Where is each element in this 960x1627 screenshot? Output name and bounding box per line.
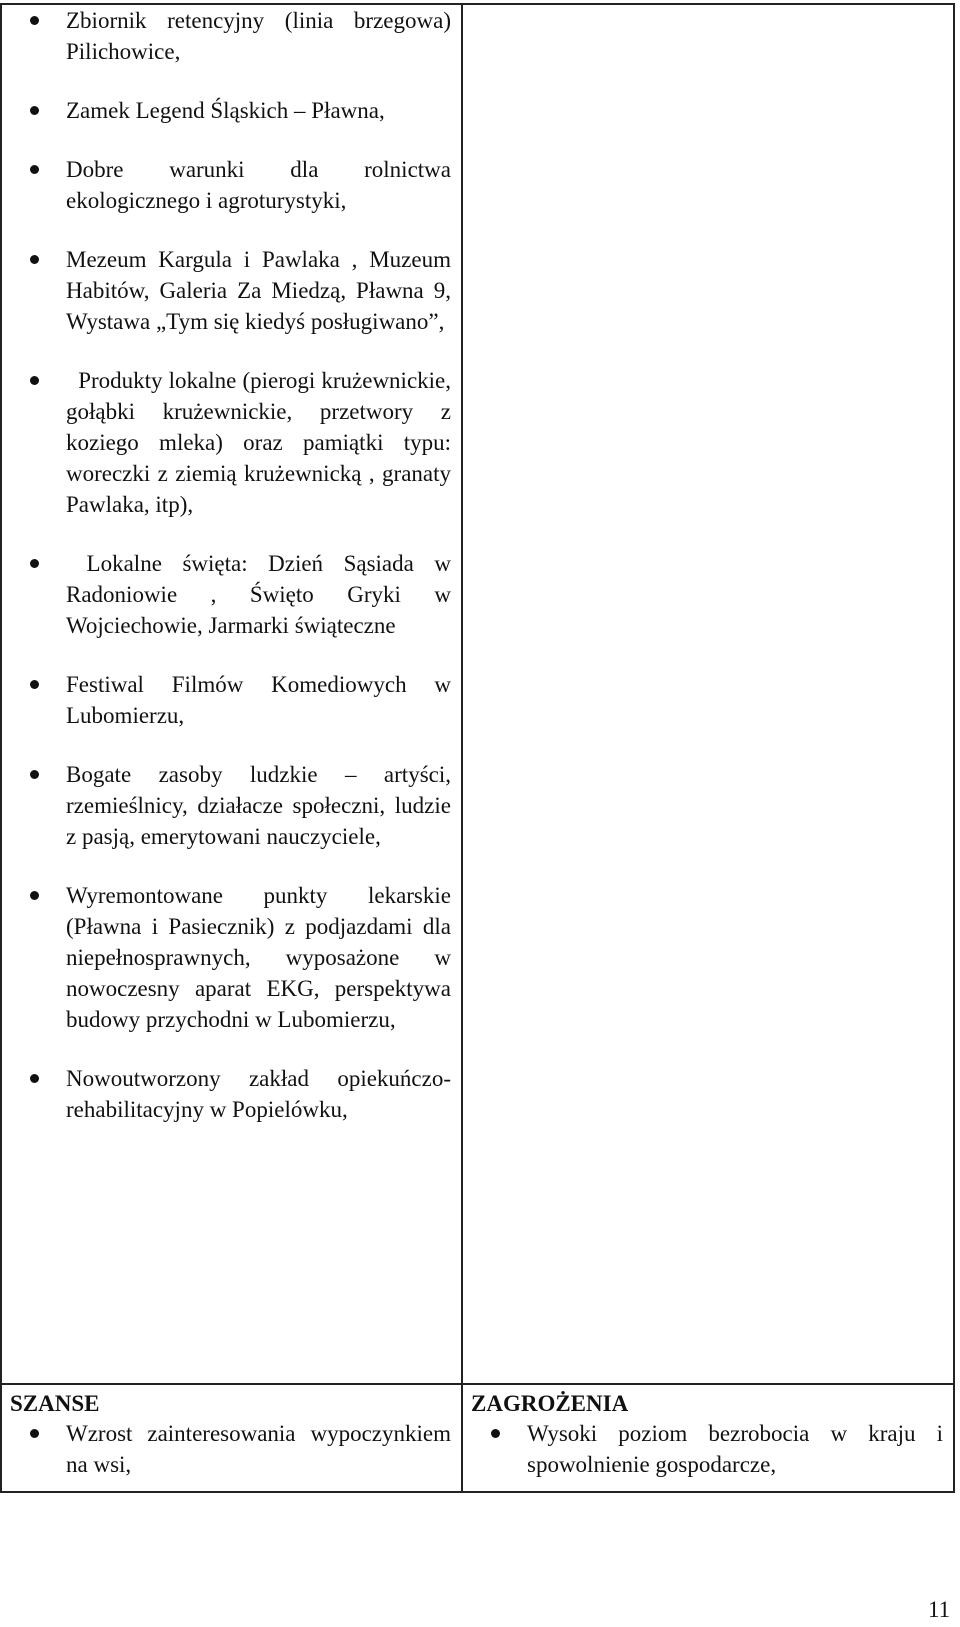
- strengths-list: [2, 5, 461, 1125]
- list-item: [2, 669, 461, 731]
- bullet-icon: [30, 106, 39, 115]
- list-item: [2, 759, 461, 852]
- bullet-icon: [30, 255, 39, 264]
- list-item-text: Wyremontowane punkty lekarskie (Pławna i Pasiecznik) z podjazdami dla niepełnosprawnych, wyposażone w nowoczesny aparat EKG, perspektywa budowy przychodni w Lubomierzu,: [66, 883, 451, 1032]
- list-item: [2, 95, 461, 126]
- list-item: [2, 365, 461, 520]
- list-item-text: Produkty lokalne (pierogi krużewnickie, gołąbki krużewnickie, przetwory z koziego mleka) oraz pamiątki typu: woreczki z ziemią krużewnicką , granaty Pawlaka, itp),: [66, 368, 457, 517]
- opportunities-list: [2, 1418, 461, 1480]
- bullet-icon: [30, 680, 39, 689]
- list-item-text: Lokalne święta: Dzień Sąsiada w Radoniowie , Święto Gryki w Wojciechowie, Jarmarki świąteczne: [66, 551, 457, 638]
- list-item-text: Festiwal Filmów Komediowych w Lubomierzu,: [66, 672, 451, 728]
- list-item: [2, 154, 461, 216]
- bullet-icon: [30, 376, 39, 385]
- opportunities-threats-row: [1, 1384, 954, 1492]
- opportunities-cell: [1, 1384, 462, 1492]
- weaknesses-cell: [462, 4, 954, 1384]
- list-item-text: Wysoki poziom bezrobocia w kraju i spowolnienie gospodarcze,: [527, 1421, 943, 1477]
- bullet-icon: [30, 1429, 39, 1438]
- threats-title: ZAGROŻENIA: [471, 1391, 629, 1416]
- list-item-text: Nowoutworzony zakład opiekuńczo-rehabilitacyjny w Popielówku,: [66, 1066, 451, 1122]
- list-item: [2, 1418, 461, 1480]
- list-item-text: Wzrost zainteresowania wypoczynkiem na wsi,: [66, 1421, 451, 1477]
- list-item-text: Zamek Legend Śląskich – Pławna,: [66, 98, 385, 123]
- bullet-icon: [30, 891, 39, 900]
- opportunities-title: SZANSE: [10, 1391, 100, 1416]
- list-item-text: Mezeum Kargula i Pawlaka , Muzeum Habitów, Galeria Za Miedzą, Pławna 9, Wystawa „Tym się kiedyś posługiwano”,: [66, 247, 451, 334]
- list-item: [2, 880, 461, 1035]
- list-item: [463, 1418, 953, 1480]
- bullet-icon: [30, 1074, 39, 1083]
- bullet-icon: [30, 16, 39, 25]
- threats-list: [463, 1418, 953, 1480]
- list-item: [2, 1063, 461, 1125]
- bullet-icon: [491, 1429, 500, 1438]
- bullet-icon: [30, 559, 39, 568]
- page-number: 11: [928, 1597, 951, 1622]
- strengths-weaknesses-row: [1, 4, 954, 1384]
- swot-table: [0, 3, 955, 1493]
- threats-cell: [462, 1384, 954, 1492]
- list-item: [2, 5, 461, 67]
- list-item-text: Zbiornik retencyjny (linia brzegowa) Pilichowice,: [66, 8, 451, 64]
- list-item-text: Bogate zasoby ludzkie – artyści, rzemieślnicy, działacze społeczni, ludzie z pasją, emerytowani nauczyciele,: [66, 762, 451, 849]
- list-item-text: Dobre warunki dla rolnictwa ekologicznego i agroturystyki,: [66, 157, 451, 213]
- list-item: [2, 548, 461, 641]
- bullet-icon: [30, 770, 39, 779]
- bullet-icon: [30, 165, 39, 174]
- strengths-cell: [1, 4, 462, 1384]
- list-item: [2, 244, 461, 337]
